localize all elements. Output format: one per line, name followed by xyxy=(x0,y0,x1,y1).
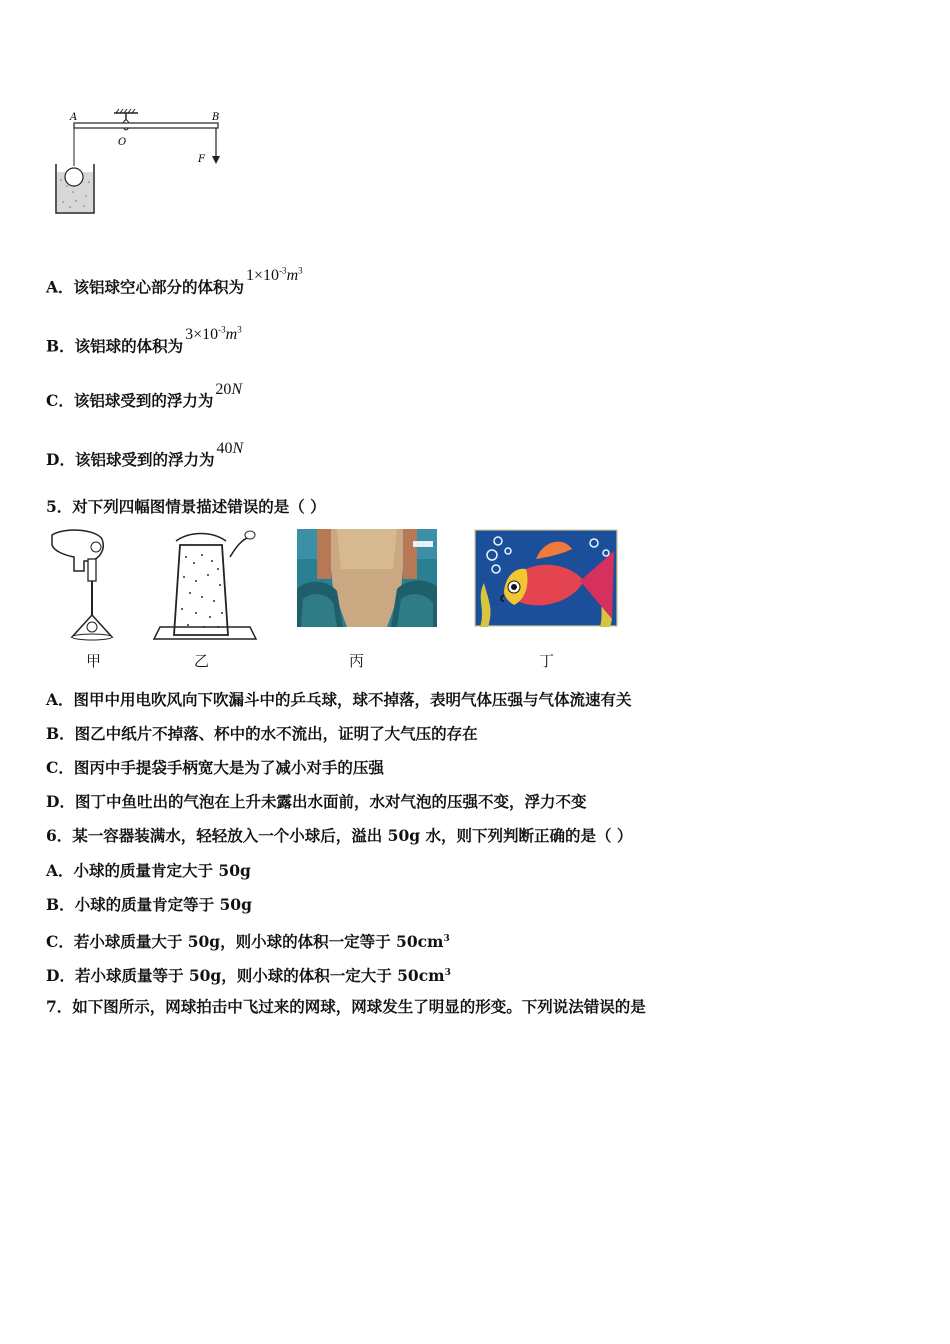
formula: 20N xyxy=(215,381,243,398)
q4-option-a: A．该铝球空心部分的体积为$1\times 10^{-3}m^3$ xyxy=(46,266,303,297)
q5-option-b: B．图乙中纸片不掉落、杯中的水不流出，证明了大气压的存在 xyxy=(46,724,478,743)
cup-paper-figure xyxy=(150,527,260,645)
hair-dryer-funnel-figure xyxy=(44,527,124,645)
q6-option-c: C．若小球质量大于 50g，则小球的体积一定等于 $50cm^3$ xyxy=(46,932,450,951)
caption-ding: 丁 xyxy=(539,652,555,670)
q4-option-b: B．该铝球的体积为$3\times 10^{-3}m^3$ xyxy=(46,325,242,356)
q4-option-d: D．该铝球受到的浮力为40N xyxy=(46,440,244,469)
fish-bubbles-drawing xyxy=(474,529,618,627)
q4-option-c: C．该铝球受到的浮力为20N xyxy=(46,381,243,410)
formula: $1\times 10^{-3}m^3$ xyxy=(246,266,303,285)
caption-yi: 乙 xyxy=(194,652,210,670)
q5-option-a: A．图甲中用电吹风向下吹漏斗中的乒乓球，球不掉落，表明气体压强与气体流速有关 xyxy=(46,690,632,709)
label-o: O xyxy=(118,137,127,148)
shopping-bag-photo xyxy=(297,529,437,627)
q7-stem: 7．如下图所示，网球拍击中飞过来的网球，网球发生了明显的形变。下列说法错误的是 xyxy=(46,997,646,1016)
formula: $3\times 10^{-3}m^3$ xyxy=(185,325,242,344)
q6-option-d: D．若小球质量等于 50g，则小球的体积一定大于 $50cm^3$ xyxy=(46,966,451,985)
q5-option-d: D．图丁中鱼吐出的气泡在上升未露出水面前，水对气泡的压强不变，浮力不变 xyxy=(46,792,587,811)
q6-stem: 6．某一容器装满水，轻轻放入一个小球后，溢出 50g 水，则下列判断正确的是（ ） xyxy=(46,826,633,845)
q6-option-b: B．小球的质量肯定等于 50g xyxy=(46,895,252,914)
formula: 40N xyxy=(216,440,244,457)
label-a: A xyxy=(70,112,78,123)
caption-jia: 甲 xyxy=(86,652,102,670)
label-f: F xyxy=(198,154,205,165)
lever-diagram xyxy=(48,108,228,220)
q5-option-c: C．图丙中手提袋手柄宽大是为了减小对手的压强 xyxy=(46,758,384,777)
caption-bing: 丙 xyxy=(349,652,365,670)
label-b: B xyxy=(212,112,220,123)
q6-option-a: A．小球的质量肯定大于 50g xyxy=(46,861,251,880)
q5-stem: 5．对下列四幅图情景描述错误的是（ ） xyxy=(46,497,326,516)
